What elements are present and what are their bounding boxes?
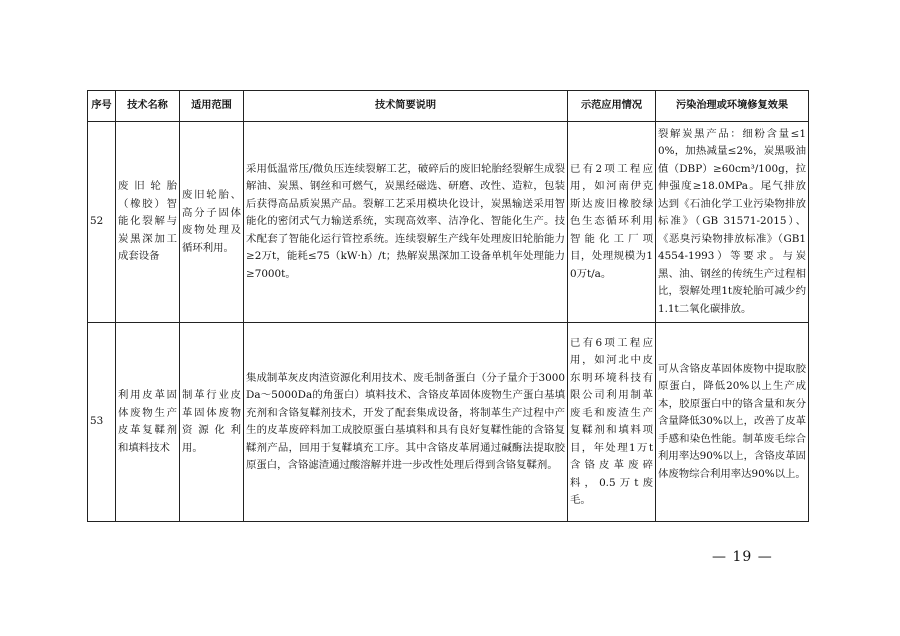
effect-cell: 裂解炭黑产品：细粉含量≤10%，加热减量≤2%，炭黑吸油值（DBP）≥60cm³/100g，拉伸强度≥18.0MPa。尾气排放达到《石油化学工业污染物排放标准》（GB 31571-2015）、《恶臭污染物排放标准》（GB14554-1993）等要求。与炭黑、油、钢丝的传统生产过程相比，裂解处理1t废轮胎可减少约1.1t二氧化碳排放。 [656, 122, 809, 323]
description-cell: 集成制革灰皮肉渣资源化利用技术、废毛制备蛋白（分子量介于3000Da～5000Da的角蛋白）填料技术、含铬皮革固体废物生产蛋白基填充剂和含铬复鞣剂技术，开发了配套集成设备，将制革生产过程中产生的皮革废碎料加工成胶原蛋白基填料和具有良好复鞣性能的含铬复鞣剂产品，回用于复鞣填充工序。其中含铬皮革屑通过碱酶法提取胶原蛋白，含铬滤渣通过酸溶解并进一步改性处理后得到含铬复鞣剂。 [244, 323, 568, 522]
row-number: 53 [88, 323, 116, 522]
row-number: 52 [88, 122, 116, 323]
table-row [88, 323, 809, 522]
scope-cell: 废旧轮胎、高分子固体废物处理及循环利用。 [180, 122, 244, 323]
header-effect: 污染治理或环境修复效果 [656, 91, 809, 122]
description-cell: 采用低温常压/微负压连续裂解工艺，破碎后的废旧轮胎经裂解生成裂解油、炭黑、钢丝和可燃气，炭黑经磁选、研磨、改性、造粒，包装后获得高品质炭黑产品。裂解工艺采用模块化设计，炭黑输送采用智能化的密闭式气力输送系统，实现高效率、洁净化、智能化生产。技术配套了智能化运行管控系统。连续裂解生产线年处理废旧轮胎能力≥2万t，能耗≤75（kW·h）/t；热解炭黑深加工设备单机年处理能力≥7000t。 [244, 122, 568, 323]
effect-cell: 可从含铬皮革固体废物中提取胶原蛋白，降低20%以上生产成本，胶原蛋白中的铬含量和灰分含量降低30%以上，改善了皮革手感和染色性能。制革废毛综合利用率达90%以上，含铬皮革固体废物综合利用率达90%以上。 [656, 323, 809, 522]
header-tech-name: 技术名称 [116, 91, 180, 122]
header-description: 技术简要说明 [244, 91, 568, 122]
scope-cell: 制革行业皮革固体废物资源化利用。 [180, 323, 244, 522]
header-no: 序号 [88, 91, 116, 122]
application-cell: 已有2项工程应用，如河南伊克斯达废旧橡胶绿色生态循环利用智能化工厂项目，处理规模为10万t/a。 [568, 122, 656, 323]
header-scope: 适用范围 [180, 91, 244, 122]
tech-name-cell: 废旧轮胎（橡胶）智能化裂解与炭黑深加工成套设备 [116, 122, 180, 323]
table-row [88, 122, 809, 323]
application-cell: 已有6项工程应用，如河北中皮东明环境科技有限公司利用制革废毛和废渣生产复鞣剂和填料项目，年处理1万t含铬皮革废碎料，0.5万t废毛。 [568, 323, 656, 522]
tech-name-cell: 利用皮革固体废物生产皮革复鞣剂和填料技术 [116, 323, 180, 522]
header-application: 示范应用情况 [568, 91, 656, 122]
page-number: — 19 — [712, 549, 773, 565]
table-header-row [88, 91, 809, 122]
technology-table [87, 90, 809, 522]
